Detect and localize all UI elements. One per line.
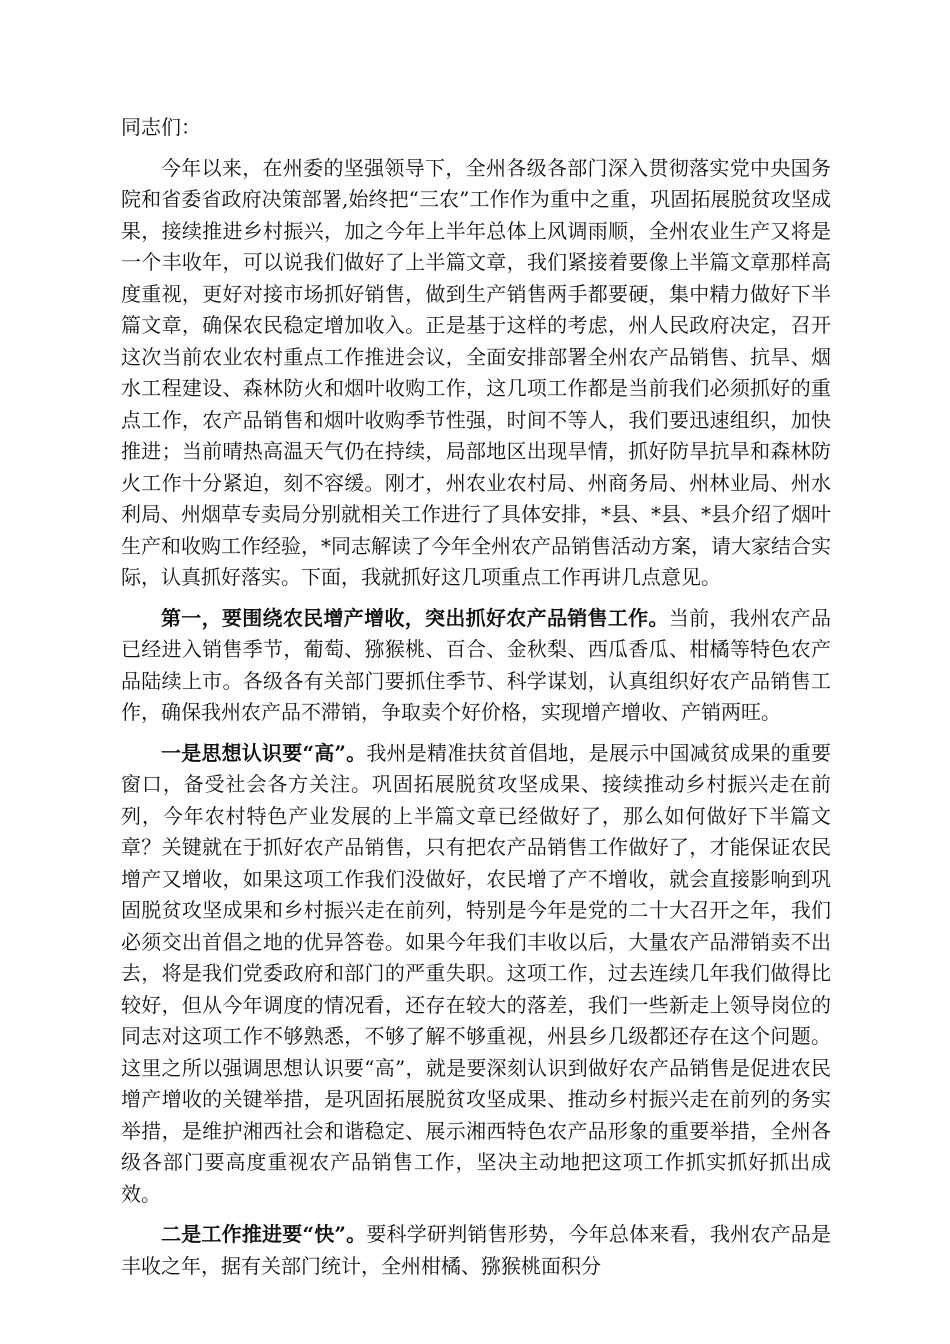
paragraph-first-point	[121, 603, 831, 729]
paragraph-text: 当前，我州农产品已经进入销售季节，葡萄、猕猴桃、百合、金秋梨、西瓜香瓜、柑橘等特色农产品陆续上市。各级各有关部门要抓住季节、科学谋划，认真组织好农产品销售工作，确保我州农产品不滞销，争取卖个好价格，实现增产增收、产销两旺。	[121, 605, 831, 724]
document-page	[121, 112, 831, 1291]
paragraph-text: 要科学研判销售形势，今年总体来看，我州农产品是丰收之年，据有关部门统计，全州柑橘、猕猴桃面积分	[121, 1222, 831, 1278]
paragraph-lead: 二是工作推进要“快”。	[161, 1222, 367, 1246]
paragraph-text: 我州是精准扶贫首倡地，是展示中国减贫成果的重要窗口，备受社会各方关注。巩固拓展脱贫攻坚成果、接续推动乡村振兴走在前列，今年农村特色产业发展的上半篇文章已经做好了，那么如何做好下半篇文章？关键就在于抓好农产品销售，只有把农产品销售工作做好了，才能保证农民增产又增收，如果这项工作我们没做好，农民增了产不增收，就会直接影响到巩固脱贫攻坚成果和乡村振兴走在前列，特别是今年是党的二十大召开之年，我们必须交出首倡之地的优异答卷。如果今年我们丰收以后，大量农产品滞销卖不出去，将是我们党委政府和部门的严重失职。这项工作，过去连续几年我们做得比较好，但从今年调度的情况看，还存在较大的落差，我们一些新走上领导岗位的同志对这项工作不够熟悉，不够了解不够重视，州县乡几级都还存在这个问题。这里之所以强调思想认识要“高”，就是要深刻认识到做好农产品销售是促进农民增产增收的关键举措，是巩固拓展脱贫攻坚成果、推动乡村振兴走在前列的务实举措，是维护湘西社会和谐稳定、展示湘西特色农产品形象的重要举措，全州各级各部门要高度重视农产品销售工作，坚决主动地把这项工作抓实抓好抓出成效。	[121, 740, 831, 1206]
paragraph-point-two	[121, 1219, 831, 1282]
paragraph-point-one	[121, 738, 831, 1211]
paragraph-lead: 一是思想认识要“高”。	[161, 740, 367, 765]
paragraph-text: 今年以来，在州委的坚强领导下，全州各级各部门深入贯彻落实党中央国务院和省委省政府决策部署,始终把“三农”工作作为重中之重，巩固拓展脱贫攻坚成果，接续推进乡村振兴，加之今年上半年总体上风调雨顺，全州农业生产又将是一个丰收年，可以说我们做好了上半篇文章，我们紧接着要像上半篇文章那样高度重视，更好对接市场抓好销售，做到生产销售两手都要硬，集中精力做好下半篇文章，确保农民稳定增加收入。正是基于这样的考虑，州人民政府决定，召开这次当前农业农村重点工作推进会议，全面安排部署全州农产品销售、抗旱、烟水工程建设、森林防火和烟叶收购工作，这几项工作都是当前我们必须抓好的重点工作，农产品销售和烟叶收购季节性强，时间不等人，我们要迅速组织，加快推进；当前晴热高温天气仍在持续，局部地区出现旱情，抓好防旱抗旱和森林防火工作十分紧迫，刻不容缓。刚才，州农业农村局、州商务局、州林业局、州水利局、州烟草专卖局分别就相关工作进行了具体安排，*县、*县、*县介绍了烟叶生产和收购工作经验，*同志解读了今年全州农产品销售活动方案，请大家结合实际，认真抓好落实。下面，我就抓好这几项重点工作再讲几点意见。	[121, 155, 831, 589]
paragraph-intro	[121, 153, 831, 594]
paragraph-lead: 第一，要围绕农民增产增收，突出抓好农产品销售工作。	[161, 605, 669, 630]
salutation: 同志们：	[121, 115, 201, 139]
